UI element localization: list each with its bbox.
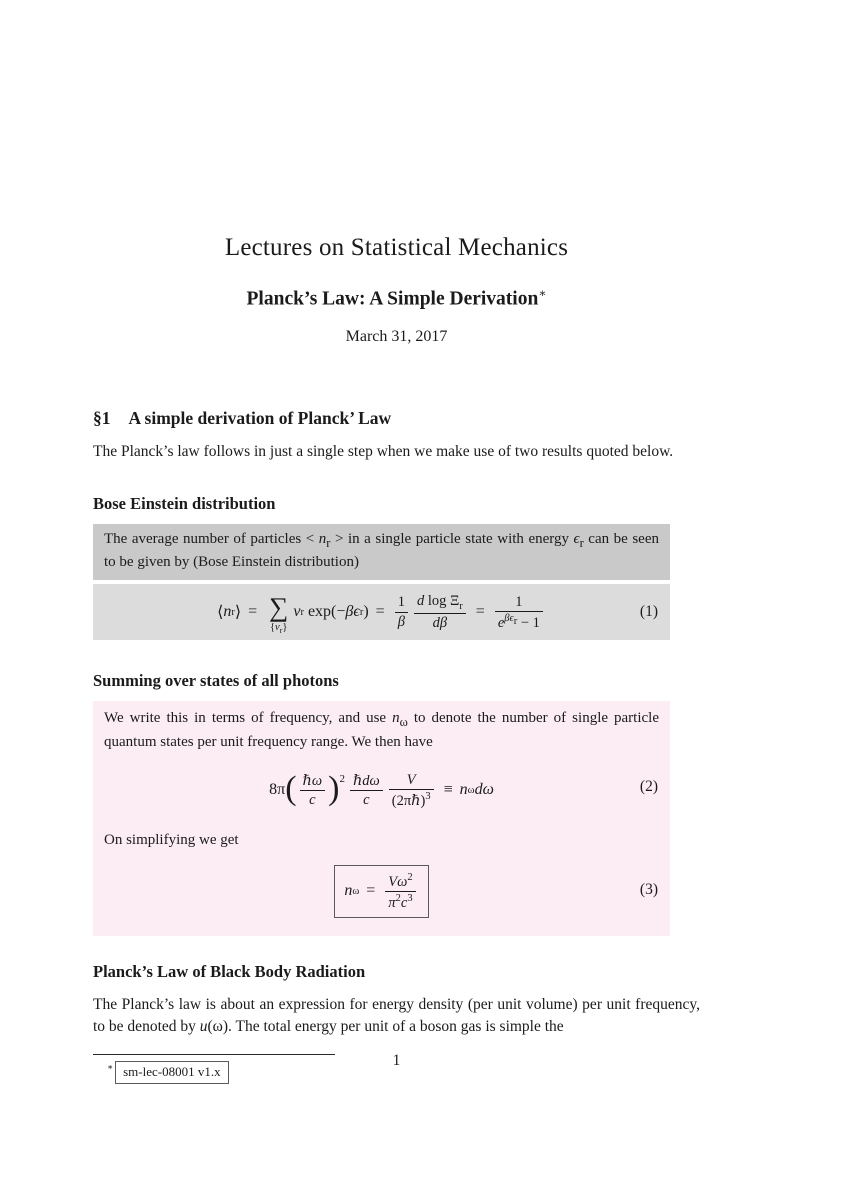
sum-limit: [270, 623, 287, 635]
math-token: =: [366, 882, 376, 900]
math-token: d: [416, 593, 425, 609]
math-token: ν: [293, 603, 301, 621]
section-intro-paragraph: The Planck’s law follows in just a single step when we make use of two results quoted below.: [93, 442, 674, 460]
math-token: (2πℏ): [391, 792, 426, 809]
math-token: c: [363, 791, 370, 808]
math-token: We write this in terms of frequency, and use: [104, 710, 393, 727]
page-number: 1: [392, 1052, 401, 1069]
math-token: exp(−: [307, 603, 346, 621]
subtitle-footnote-mark: ∗: [538, 286, 547, 300]
section-title: A simple derivation of Planck’ Law: [128, 407, 392, 428]
math-token: ν: [275, 621, 280, 633]
math-token: > in a single particle state with energy: [330, 530, 574, 547]
math-token: V: [406, 771, 416, 788]
math-token: r: [300, 606, 304, 618]
math-token: 2: [339, 773, 345, 786]
fraction: [414, 592, 466, 632]
fraction-numerator: $V\omega^2$: [385, 871, 415, 892]
math-token: }: [282, 621, 288, 633]
fraction: [350, 772, 383, 809]
section-heading: [93, 408, 700, 429]
summing-shaded-box: [93, 701, 670, 935]
math-token: r: [579, 535, 584, 550]
math-token: ⟨: [217, 604, 224, 622]
math-token: ω: [399, 715, 408, 730]
subtitle-text: Planck’s Law: A Simple Derivation: [246, 288, 539, 310]
math-token: β: [397, 613, 405, 630]
math-token: log Ξ: [424, 593, 460, 609]
math-token: ≡: [443, 781, 453, 799]
fraction: [389, 771, 434, 810]
math-token: n: [344, 882, 353, 900]
math-token: ϵ: [573, 530, 580, 547]
equation-3: [93, 851, 670, 930]
planck-heading: Planck’s Law of Black Body Radiation: [93, 961, 366, 981]
fraction-denominator: $\pi^2c^3$: [388, 892, 413, 911]
math-token: =: [375, 603, 385, 621]
bose-shaded-box: [93, 524, 670, 641]
math-token: n: [459, 781, 468, 799]
math-token: r: [359, 606, 364, 618]
sigma-symbol: ∑: [269, 592, 289, 623]
planck-paragraph: [93, 994, 700, 1038]
section-number: §1: [93, 407, 111, 428]
fraction: [395, 593, 408, 630]
boxed-result: [334, 865, 428, 918]
math-token: r: [459, 600, 463, 612]
math-token: The average number of particles <: [104, 530, 319, 547]
equation-2-number: (2): [639, 778, 658, 796]
math-token: r: [326, 535, 331, 550]
math-token: The Planck’s law is about an expression for energy density (per unit volume) per unit frequency, to be denoted by: [93, 995, 700, 1035]
sum-operator: [269, 592, 289, 635]
math-token: ): [363, 603, 369, 621]
bose-heading: Bose Einstein distribution: [93, 493, 276, 513]
math-token: 1: [495, 593, 543, 612]
math-token: =: [475, 603, 485, 621]
math-token: (ω): [207, 1017, 229, 1035]
math-token: dβ: [432, 615, 448, 632]
math-token: βϵr: [504, 612, 518, 627]
math-token: 3: [425, 790, 431, 802]
math-token: ⟩: [234, 604, 242, 622]
math-token: 1: [395, 593, 408, 612]
math-token: − 1: [517, 614, 540, 631]
math-token: dω: [474, 781, 494, 799]
math-token: . The total energy per unit of a boson gas is simple the: [228, 1017, 564, 1035]
equation-3-body: [344, 871, 418, 912]
equation-3-number: (3): [639, 881, 658, 899]
footnote-mark: ∗: [107, 1061, 114, 1072]
math-token: {: [270, 621, 276, 633]
math-token: r: [231, 606, 235, 618]
math-token: ω: [467, 784, 475, 796]
fraction-denominator: [495, 612, 543, 632]
math-token: e: [497, 614, 505, 631]
math-token: n: [392, 710, 400, 727]
simplify-text: On simplifying we get: [104, 831, 239, 848]
fraction-numerator: [414, 592, 466, 614]
math-token: n: [223, 603, 232, 621]
fraction: [495, 593, 543, 632]
footnote-box: sm-lec-08001 v1.x: [115, 1061, 228, 1084]
bose-box-text: [93, 524, 670, 581]
math-token: can be seen to be given by (Bose Einstein distribution): [104, 530, 659, 570]
math-token: n: [318, 530, 327, 547]
document-subtitle: [93, 286, 700, 311]
math-token: ℏω: [302, 772, 323, 789]
summing-heading: Summing over states of all photons: [93, 671, 339, 691]
math-token: r: [279, 625, 283, 635]
math-token: 8π: [269, 781, 286, 799]
equation-1: [93, 584, 670, 640]
summing-box-text: [93, 702, 670, 755]
fraction-denominator: [389, 790, 434, 810]
math-token: u: [199, 1017, 208, 1035]
equation-1-body: [217, 592, 546, 635]
equation-2: [93, 755, 670, 820]
document-title: Lectures on Statistical Mechanics: [224, 234, 569, 261]
text-column: [93, 0, 700, 1084]
equation-2-body: 8π ( $\frac{\text{ℏω}}{c}$ ) 2 $\frac{\text{ℏdω}}{c}$ $\frac{V}{(2\pi\hbar)^3}$ ≡ n ω dω: [269, 770, 494, 809]
fraction: [300, 772, 326, 809]
document-date: March 31, 2017: [345, 327, 448, 345]
math-token: ω: [352, 885, 360, 897]
equation-1-number: (1): [639, 603, 658, 621]
fraction: [385, 871, 415, 912]
math-token: to denote the number of single particle quantum states per unit frequency range. We then have: [104, 710, 659, 750]
math-token: c: [309, 791, 316, 808]
math-token: βϵ: [345, 603, 360, 621]
math-token: ℏdω: [352, 772, 380, 789]
math-token: =: [248, 603, 258, 621]
